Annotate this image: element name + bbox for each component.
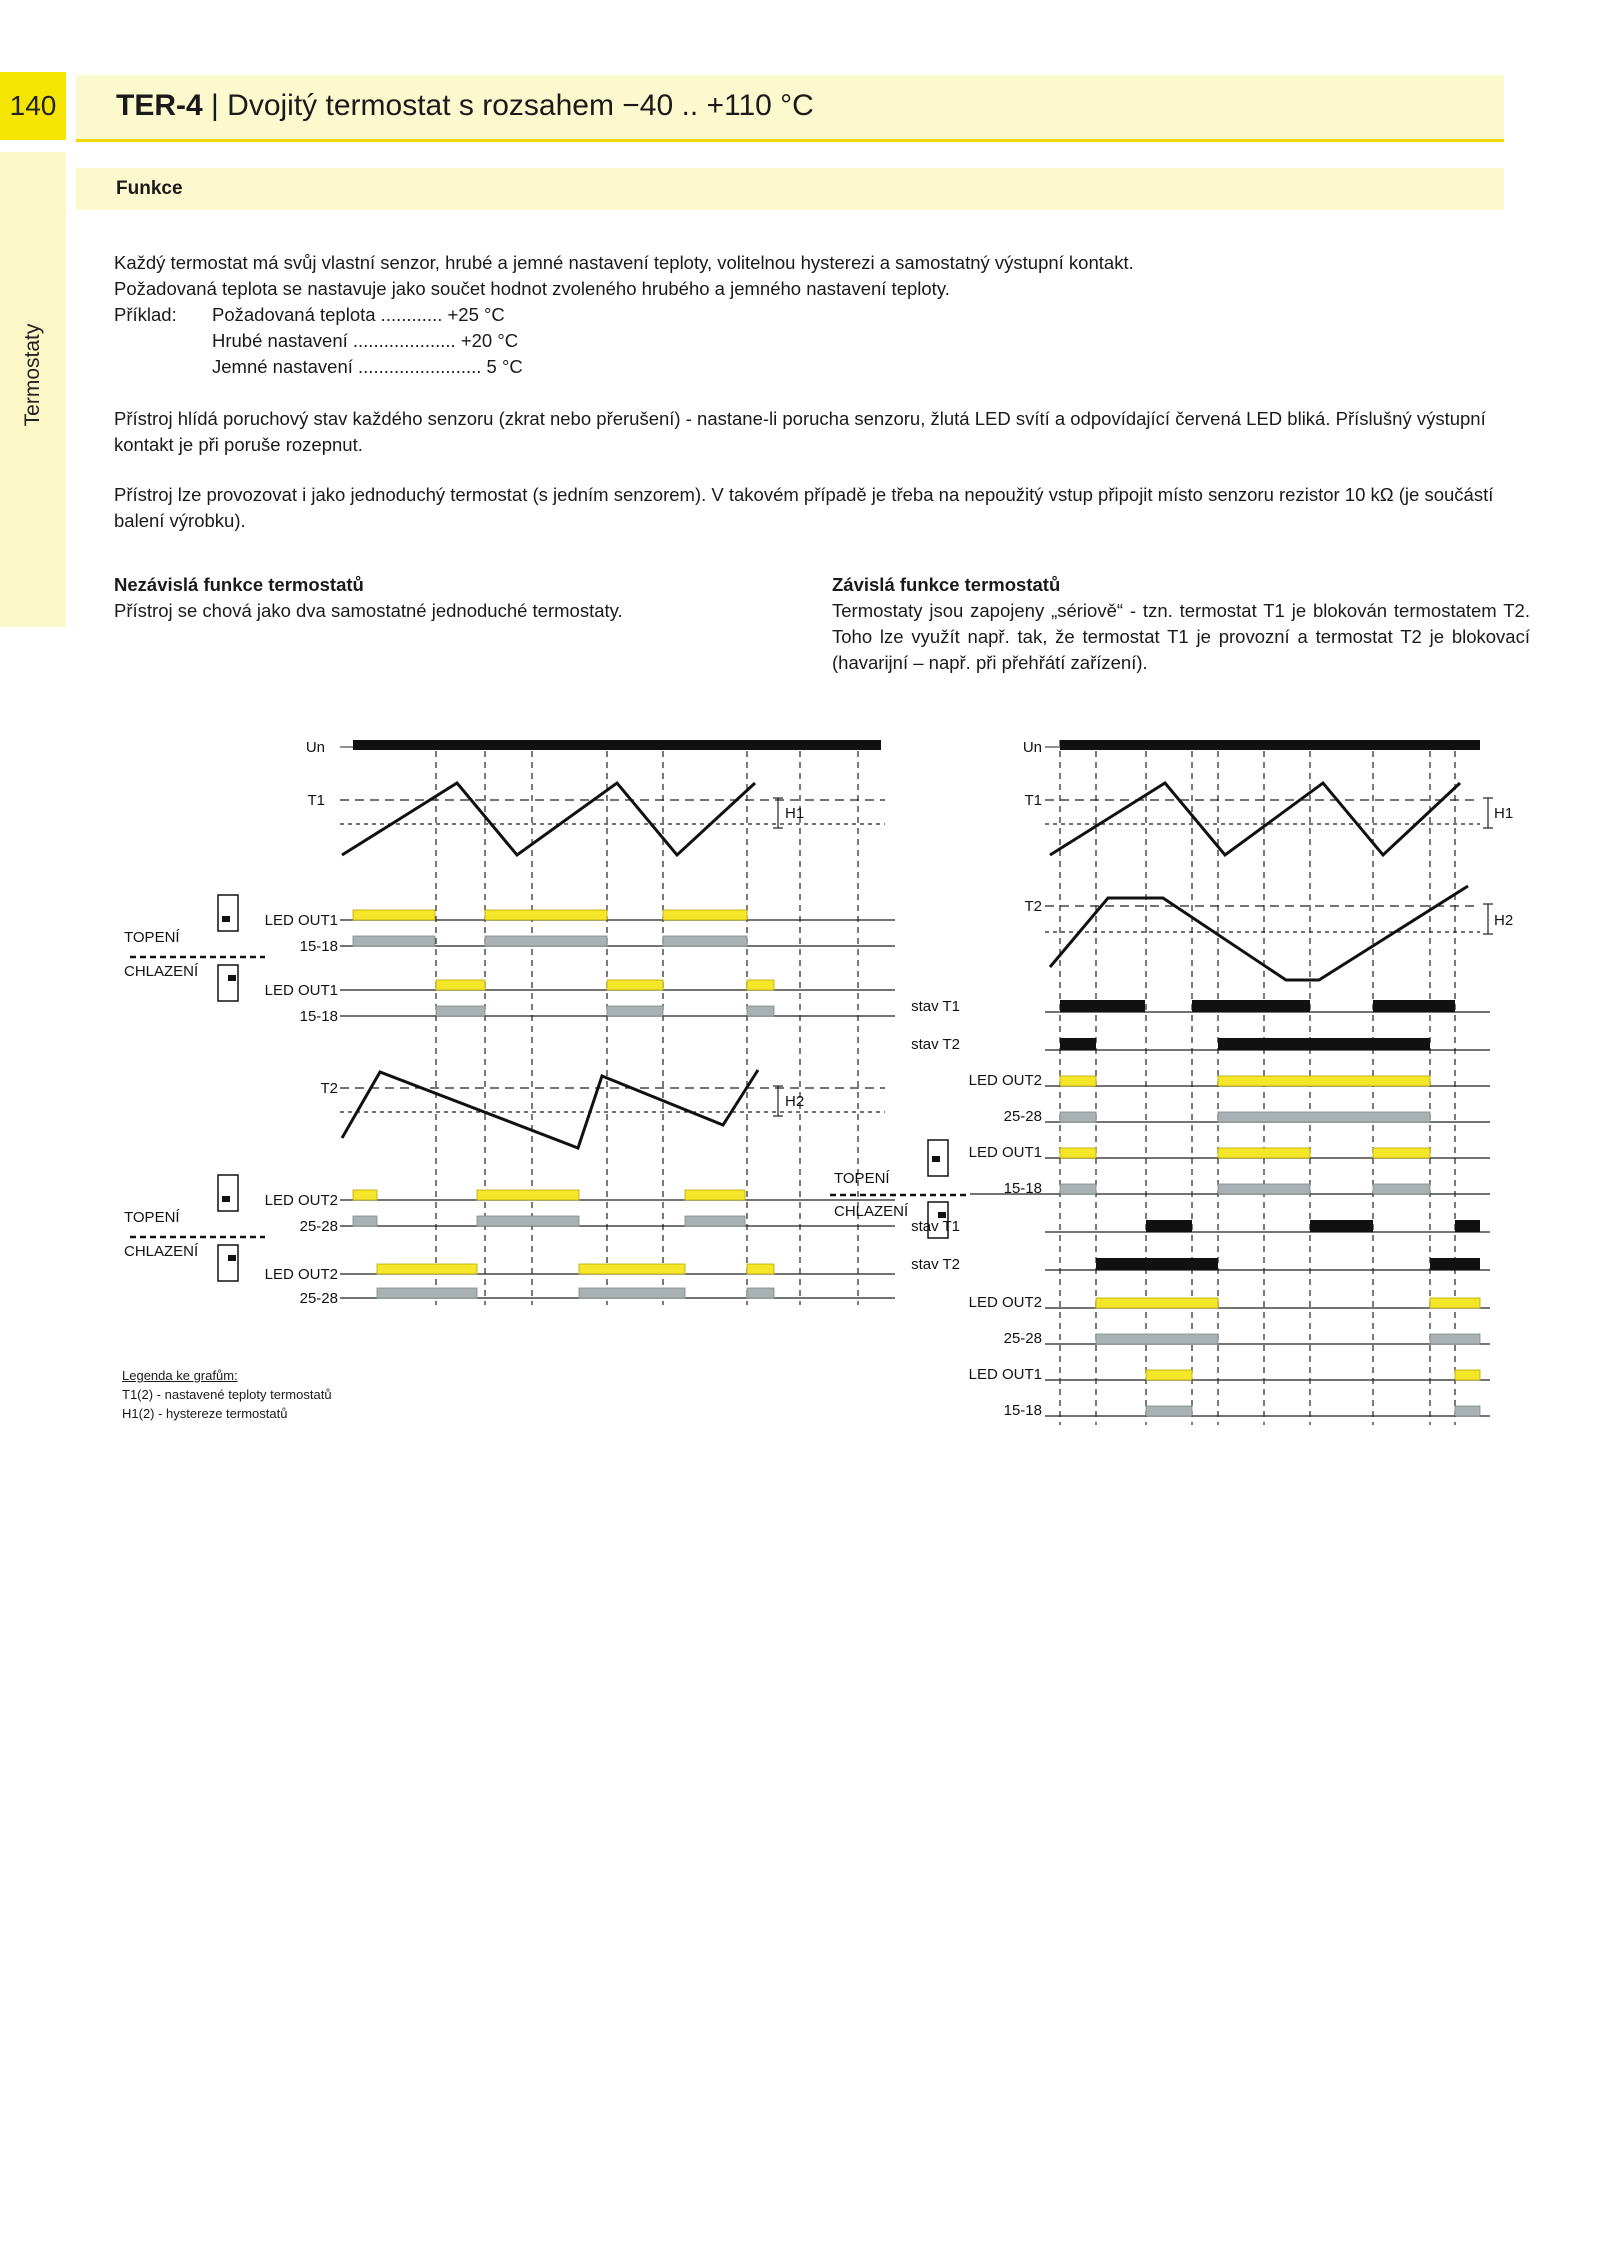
label-h2: H2 <box>1494 912 1514 929</box>
label-led-out2: LED OUT2 <box>264 1192 338 1209</box>
side-tab-label-box <box>10 300 56 450</box>
title-product: TER-4 <box>116 89 203 122</box>
label-stav-t1: stav T1 <box>911 1218 960 1235</box>
label-t2: T2 <box>1024 898 1042 915</box>
label-relay2: 25-28 <box>299 1218 338 1235</box>
example-row: Hrubé nastavení .................... +20 °C <box>212 330 519 351</box>
label-relay1: 15-18 <box>1003 1180 1042 1197</box>
label-topeni: TOPENÍ <box>834 1170 890 1187</box>
label-led-out1: LED OUT1 <box>968 1144 1042 1161</box>
section-title: Funkce <box>116 178 183 199</box>
page-title <box>116 89 814 123</box>
legend-title: Legenda ke grafům: <box>122 1368 238 1383</box>
label-led-out1: LED OUT1 <box>968 1366 1042 1383</box>
label-chlazeni: CHLAZENÍ <box>834 1203 909 1220</box>
section-bar <box>76 168 1504 210</box>
title-separator: | <box>202 89 228 122</box>
diagram-independent <box>110 720 810 1340</box>
label-led-out1: LED OUT1 <box>264 982 338 999</box>
independent-text: Přístroj se chová jako dva samostatné jednoduché termostaty. <box>114 600 623 621</box>
label-led-out2: LED OUT2 <box>968 1294 1042 1311</box>
label-relay2: 25-28 <box>299 1290 338 1307</box>
label-un: Un <box>305 739 325 756</box>
label-t1: T1 <box>1024 792 1042 809</box>
intro-line-1: Každý termostat má svůj vlastní senzor, hrubé a jemné nastavení teploty, volitelnou hysterezi a samostatný výstupní kontakt. <box>114 252 1134 273</box>
example-label: Příklad: <box>114 304 177 325</box>
label-stav-t2: stav T2 <box>911 1256 960 1273</box>
independent-heading: Nezávislá funkce termostatů <box>114 574 364 595</box>
legend-line: T1(2) - nastavené teploty termostatů <box>122 1387 332 1402</box>
label-relay2: 25-28 <box>1003 1330 1042 1347</box>
dip-switch-icon <box>218 895 238 1281</box>
label-relay1: 15-18 <box>299 938 338 955</box>
label-h1: H1 <box>1494 805 1514 822</box>
example-row: Požadovaná teplota ............ +25 °C <box>212 304 505 325</box>
label-led-out2: LED OUT2 <box>264 1266 338 1283</box>
label-led-out2: LED OUT2 <box>968 1072 1042 1089</box>
label-t2: T2 <box>320 1080 338 1097</box>
label-un: Un <box>1022 739 1042 756</box>
label-chlazeni: CHLAZENÍ <box>124 1243 199 1260</box>
page-number: 140 <box>0 72 66 140</box>
label-topeni: TOPENÍ <box>124 929 180 946</box>
label-relay1: 15-18 <box>299 1008 338 1025</box>
label-led-out1: LED OUT1 <box>264 912 338 929</box>
label-stav-t2: stav T2 <box>911 1036 960 1053</box>
example-row: Jemné nastavení ........................ 5 °C <box>212 356 523 377</box>
un-row <box>340 740 881 750</box>
label-chlazeni: CHLAZENÍ <box>124 963 199 980</box>
label-h2: H2 <box>785 1093 805 1110</box>
dependent-heading: Závislá funkce termostatů <box>832 574 1061 595</box>
label-relay1: 15-18 <box>1003 1402 1042 1419</box>
label-t1: T1 <box>307 792 325 809</box>
label-topeni: TOPENÍ <box>124 1209 180 1226</box>
legend-line: H1(2) - hystereze termostatů <box>122 1406 288 1421</box>
intro-line-2: Požadovaná teplota se nastavuje jako součet hodnot zvoleného hrubého a jemného nastavení teploty. <box>114 278 950 299</box>
title-description: Dvojitý termostat s rozsahem −40 .. +110 °C <box>227 89 814 122</box>
label-relay2: 25-28 <box>1003 1108 1042 1125</box>
dependent-text: Termostaty jsou zapojeny „sériově“ - tzn. termostat T1 je blokován termostatem T2. Toho lze využít např. tak, že termostat T1 je provozní a termostat T2 je blokovací (havarijní – např. při přehřátí zařízení). <box>832 600 1530 673</box>
label-h1: H1 <box>785 805 805 822</box>
diagram-dependent <box>820 720 1514 1440</box>
paragraph-single: Přístroj lze provozovat i jako jednoduchý termostat (s jedním senzorem). V takovém případě je třeba na nepoužitý vstup připojit místo senzoru rezistor 10 kΩ (je součástí balení výrobku). <box>114 484 1494 531</box>
label-stav-t1: stav T1 <box>911 998 960 1015</box>
paragraph-fault: Přístroj hlídá poruchový stav každého senzoru (zkrat nebo přerušení) - nastane-li porucha senzoru, žlutá LED svítí a odpovídající červená LED bliká. Příslušný výstupní kontakt je při poruše rozepnut. <box>114 408 1486 455</box>
side-tab-label: Termostaty <box>21 323 44 427</box>
title-bar <box>76 75 1504 142</box>
